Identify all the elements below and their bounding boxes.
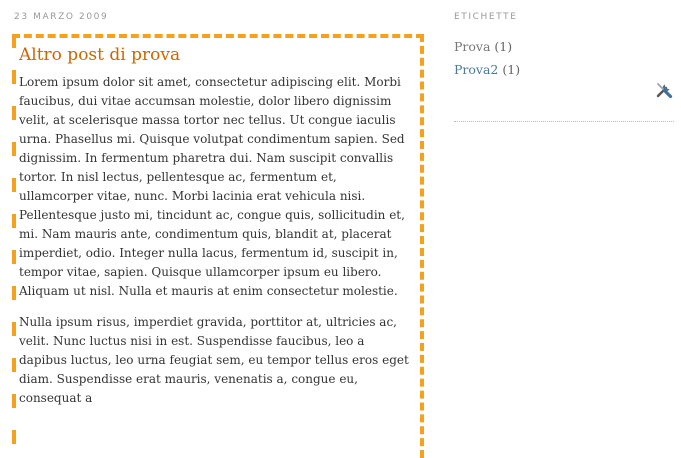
- post-title[interactable]: Altro post di prova: [19, 45, 181, 65]
- labels-list: [454, 35, 520, 81]
- sidebar-divider: [454, 121, 674, 122]
- label-link-prova[interactable]: Prova: [454, 39, 491, 54]
- post-date-header: 23 MARZO 2009: [14, 12, 109, 22]
- label-count: (1): [494, 39, 513, 54]
- label-link-prova2[interactable]: Prova2: [454, 62, 499, 77]
- post-body: [19, 73, 411, 420]
- label-item: [454, 35, 520, 58]
- labels-widget-title: ETICHETTE: [454, 12, 518, 22]
- label-count: (1): [502, 62, 521, 77]
- post-highlight-border-left: [12, 34, 16, 454]
- post-paragraph: Lorem ipsum dolor sit amet, consectetur adipiscing elit. Morbi faucibus, dui vitae accumsan molestie, dolor libero dignissim velit, at scelerisque massa tortor nec tellus. Ut congue iaculis urna. Phasellus mi. Quisque volutpat condimentum sapien. Sed dignissim. In fermentum pharetra dui. Nam suscipit convallis tortor. In nisl lectus, pellentesque ac, fermentum et, ullamcorper vitae, nunc. Morbi lacinia erat vehicula nisi. Pellentesque justo mi, tincidunt ac, congue quis, sollicitudin et, mi. Nam mauris ante, condimentum quis, blandit at, placerat imperdiet, odio. Integer nulla lacus, fermentum id, suscipit in, tempor vitae, sapien. Quisque ullamcorper ipsum eu libero. Aliquam ut nisl. Nulla et mauris at enim consectetur molestie.: [19, 75, 405, 298]
- screwdriver-wrench-icon[interactable]: [654, 80, 674, 100]
- post-paragraph: Nulla ipsum risus, imperdiet gravida, porttitor at, ultricies ac, velit. Nunc luctus nisi in est. Suspendisse faucibus, leo a dapibus luctus, leo urna feugiat sem, eu tempor tellus eros eget diam. Suspendisse erat mauris, venenatis a, congue eu, consequat a: [19, 315, 409, 405]
- label-item: [454, 58, 520, 81]
